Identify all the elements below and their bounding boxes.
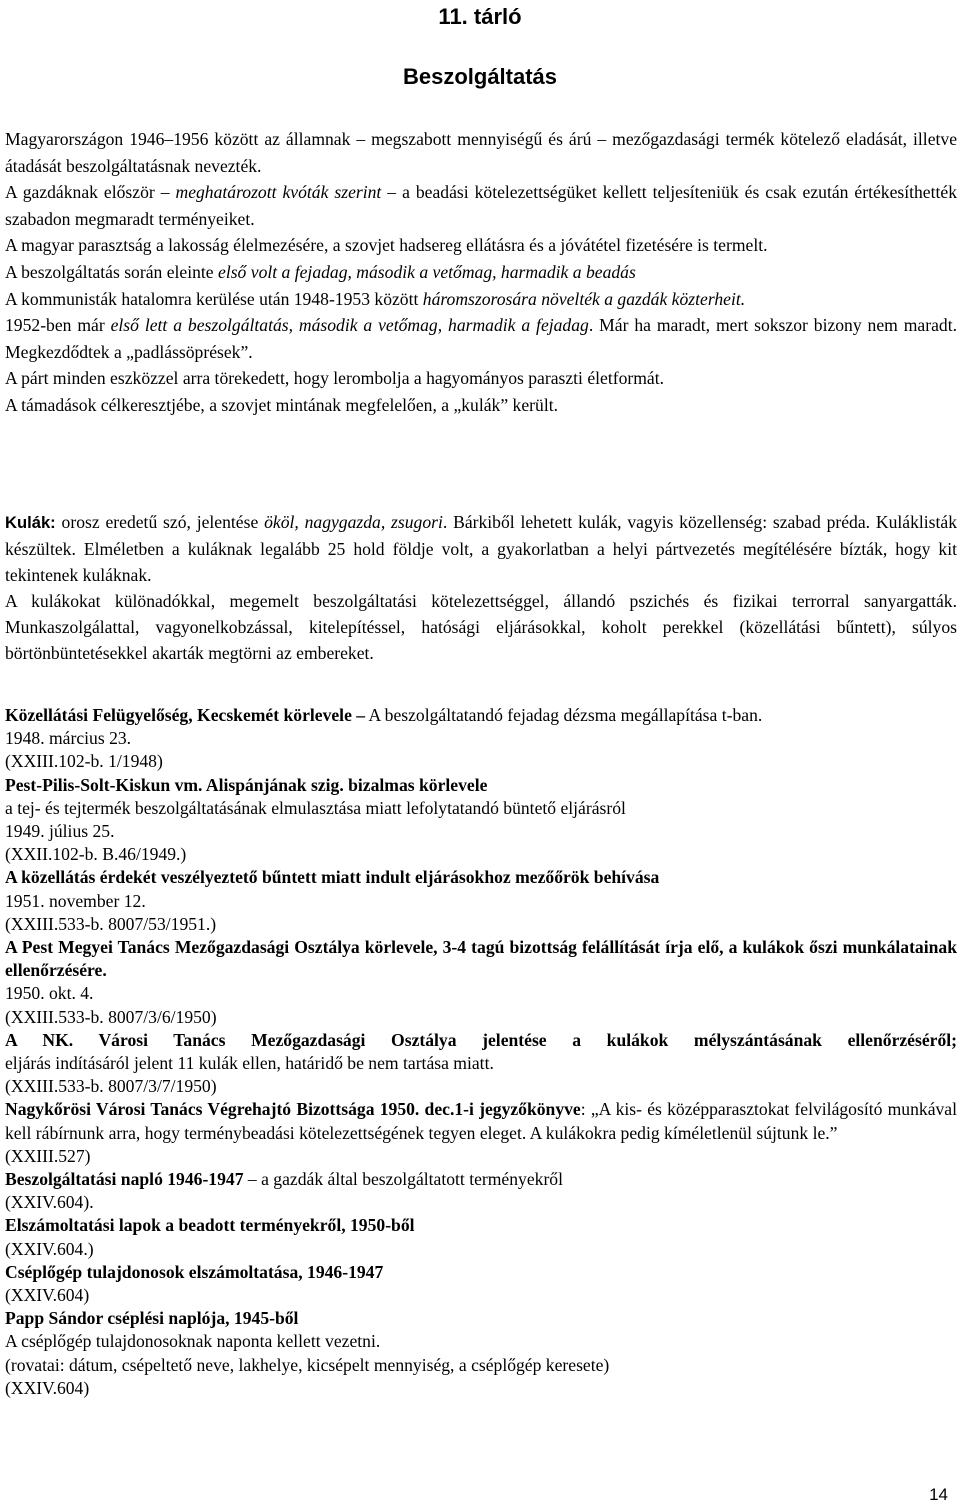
page-title: Beszolgáltatás [402,64,558,89]
intro-paragraph: 1952-ben már első lett a beszolgáltatás, második a vetőmag, harmadik a fejadag. Már ha maradt, mert sokszor bizony nem maradt. Megkezdődtek a „padlássöprések”. [5,315,957,362]
intro-paragraph: A gazdáknak először – meghatározott kvóták szerint – a beadási kötelezettségüket kellett teljesíteniük és csak ezután értékesíthették szabadon megmaradt terményeiket. [5,182,958,229]
document-date: 1951. november 12. [5,890,146,911]
document-reference: (XXIV.604). [5,1192,94,1213]
document-reference: (XXII.102-b. B.46/1949.) [5,844,187,865]
document-reference: (XXIII.102-b. 1/1948) [5,751,163,772]
document-date: 1948. március 23. [5,728,132,749]
document-list [5,704,957,1400]
document-reference: (XXIII.533-b. 8007/3/7/1950) [5,1076,217,1097]
document-title: Papp Sándor cséplési naplója, 1945-ből [5,1308,299,1329]
document-reference: (XXIII.527) [5,1145,91,1166]
intro-paragraph: Magyarországon 1946–1956 között az államnak – megszabott mennyiségű és árú – mezőgazdasági termék kötelező eladását, illetve átadását beszolgáltatásnak nevezték. [5,129,957,176]
kulak-section [5,509,957,666]
document-reference: (XXIV.604.) [5,1238,94,1259]
document-reference: (XXIV.604) [5,1377,90,1398]
document-title: Elszámoltatási lapok a beadott terményekről, 1950-ből [5,1215,415,1236]
intro-paragraph: A beszolgáltatás során eleinte első volt a fejadag, második a vetőmag, harmadik a beadás [5,261,636,282]
room-heading: 11. tárló [438,4,522,29]
document-title: A közellátás érdekét veszélyeztető bűntett miatt indult eljárásokhoz mezőőrök behívása [5,867,660,888]
kulak-term: Kulák: [5,513,56,532]
document-reference: (XXIII.533-b. 8007/53/1951.) [5,913,217,934]
document-entry: Közellátási Felügyelőség, Kecskemét körlevele – A beszolgáltatandó fejadag dézsma megállapítása t-ban. [5,705,763,725]
document-title: A NK. Városi Tanács Mezőgazdasági Osztálya jelentése a kulákok mélyszántásának ellenőrzéséről; [5,1029,957,1050]
document-description: A cséplőgép tulajdonosoknak naponta kellett vezetni. [5,1331,381,1352]
intro-paragraph: A támadások célkeresztjébe, a szovjet mintának megfelelően, a „kulák” került. [5,394,558,415]
document-note: (rovatai: dátum, csépeltető neve, lakhelye, kicsépelt mennyiség, a cséplőgép keresete) [5,1354,610,1375]
intro-paragraph: A kommunisták hatalomra kerülése után 1948-1953 között háromszorosára növelték a gazdák közterheit. [5,288,746,309]
kulak-paragraph: A kulákokat különadókkal, megemelt beszolgáltatási kötelezettséggel, állandó pszichés és fizikai terrorral sanyargatták. Munkaszolgálattal, vagyonelkobzással, kitelepítéssel, hatósági eljárásokkal, koholt perekkel (közellátási bűntett), súlyos börtönbüntetésekkel akarták megtörni az embereket. [5,591,957,663]
intro-paragraph: A magyar parasztság a lakosság élelmezésére, a szovjet hadsereg ellátásra és a jóvátétel fizetésére is termelt. [5,235,768,256]
document-entry: Beszolgáltatási napló 1946-1947 – a gazdák által beszolgáltatott terményekről [5,1169,563,1190]
page-number: 14 [929,1485,948,1504]
document-date: 1949. július 25. [5,821,115,842]
document-description: a tej- és tejtermék beszolgáltatásának elmulasztása miatt lefolytatandó büntető eljárásról [5,797,626,818]
document-title: Cséplőgép tulajdonosok elszámoltatása, 1946-1947 [5,1261,384,1282]
document-entry: Nagykőrösi Városi Tanács Végrehajtó Bizottsága 1950. dec.1-i jegyzőkönyve: „A kis- és középparasztokat felvilágosító munkával kell rábírnunk arra, hogy terménybeadási kötelezettségének tegyen eleget. A kulákokra pedig kíméletlenül sújtunk le.” [5,1099,957,1143]
document-date: 1950. okt. 4. [5,983,94,1004]
intro-section [5,126,957,419]
kulak-paragraph: Kulák: orosz eredetű szó, jelentése ököl, nagygazda, zsugori. Bárkiből lehetett kulák, vagyis közellenség: szabad préda. Kuláklisták készültek. Elméletben a kuláknak legalább 25 hold földje volt, a gyakorlatban a helyi pártvezetés megítélésére bízták, hogy kit tekintenek kuláknak. [5,512,957,585]
document-reference: (XXIII.533-b. 8007/3/6/1950) [5,1006,217,1027]
intro-paragraph: A párt minden eszközzel arra törekedett, hogy lerombolja a hagyományos paraszti életformát. [5,368,665,389]
document-title: Pest-Pilis-Solt-Kiskun vm. Alispánjának szig. bizalmas körlevele [5,774,488,795]
document-description: eljárás indításáról jelent 11 kulák ellen, határidő be nem tartása miatt. [5,1053,494,1074]
document-title: A Pest Megyei Tanács Mezőgazdasági Osztálya körlevele, 3-4 tagú bizottság felállítását írja elő, a kulákok őszi munkálatainak ellenőrzésére. [5,937,957,981]
document-reference: (XXIV.604) [5,1285,90,1306]
